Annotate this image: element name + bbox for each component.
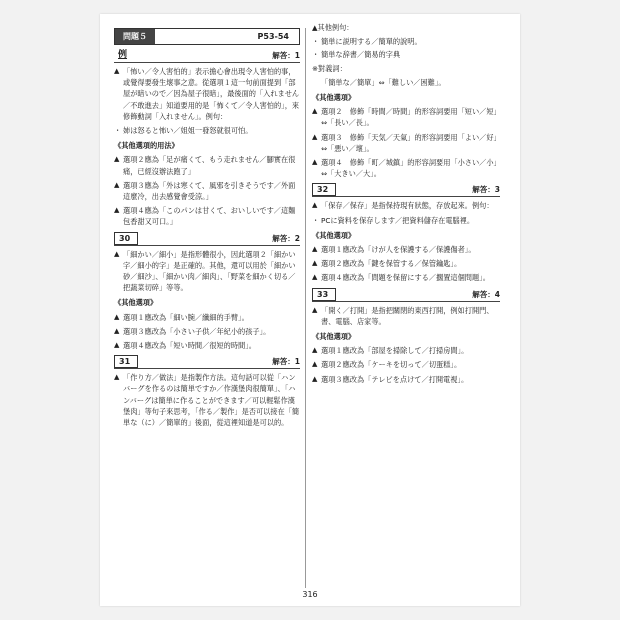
triangle-bullet-icon: ▲	[312, 259, 318, 268]
triangle-bullet-icon: ▲	[312, 245, 318, 254]
triangle-bullet-icon: ▲	[114, 341, 120, 350]
option-note: ▲ 選項１應改為「細い腕／纖細的手臂」。	[114, 312, 249, 322]
triangle-bullet-icon: ▲	[114, 373, 120, 382]
example-sentence: ・ PCに資料を保存します／把資料儲存在電腦裡。	[312, 215, 475, 225]
option-note: ▲ 選項４應改為「短い時間／很短的時間」。	[114, 341, 256, 351]
triangle-bullet-icon: ▲	[312, 158, 318, 167]
right-column	[312, 22, 500, 388]
triangle-bullet-icon: ▲	[312, 201, 318, 210]
subheading: 《其他選項》	[312, 230, 356, 240]
triangle-bullet-icon: ▲	[114, 249, 120, 258]
answer-row-32	[312, 183, 500, 197]
dot-bullet-icon: ・	[114, 126, 122, 136]
subheading: 《其他選項》	[114, 298, 158, 308]
answer-label: 解答：2	[272, 233, 300, 243]
question-number: 例	[118, 50, 128, 60]
triangle-bullet-icon: ▲	[312, 360, 318, 369]
option-note: ▲ 選項１應改為「けが人を保護する／保護傷者」。	[312, 245, 476, 255]
answer-row-33	[312, 288, 500, 302]
triangle-bullet-icon: ▲	[114, 312, 120, 321]
dot-bullet-icon: ・	[312, 50, 320, 60]
left-column	[114, 28, 300, 431]
book-page	[100, 14, 520, 606]
section-tag: 問題５	[115, 29, 155, 44]
example-sentence: ・ 姉は怒ると怖い／姐姐一發怒就很可怕。	[114, 126, 253, 136]
answer-label: 解答：1	[272, 50, 300, 60]
triangle-bullet-icon: ▲	[312, 132, 318, 141]
column-divider	[305, 28, 306, 588]
option-note: ▲ 選項４應為「このパンは甘くて、おいしいです／這麵包香甜又可口。」	[114, 206, 296, 227]
option-note: ▲ 選項４應改為「問題を保留にする／擱置這個問題」。	[312, 273, 490, 283]
paragraph: ▲ 「細かい／細小」是指形體很小，因此選項２「細かい字／細小的字」是正確的。其他，還可以用於「細かい砂／細沙」、「細かい肉／細肉」、「野菜を細かく切る／把蔬菜切碎」等等。	[114, 249, 296, 293]
page-range: P53-54	[257, 31, 289, 41]
answer-label: 解答：3	[472, 185, 500, 195]
example-sentence: ・ 簡単な辞書／簡易的字典	[312, 50, 401, 60]
example-sentence: ・ 簡単に説明する／簡單的說明。	[312, 37, 422, 47]
triangle-bullet-icon: ▲	[114, 67, 120, 75]
antonym-note: ※對義詞：	[312, 63, 347, 73]
antonym-text: 「簡単な／簡單」⇔「難しい／困難」。	[321, 77, 446, 87]
paragraph: ▲ 「開く／打開」是指把關閉的東西打開，例如打開門、書、電腦、店家等。	[312, 305, 494, 326]
subheading: 《其他選項》	[312, 93, 356, 103]
section-header	[114, 28, 300, 45]
question-number: 31	[114, 355, 138, 368]
option-note: ▲ 選項２應改為「鍵を保管する／保管鑰匙」。	[312, 259, 462, 269]
option-note: ▲ 選項４ 修飾「町／城鎮」的形容詞要用「小さい／小」⇔「大きい／大」。	[312, 158, 498, 179]
triangle-bullet-icon: ▲	[114, 180, 120, 189]
paragraph: ▲ 「保存／保存」是指保持現有狀態，存放起來。例句：	[312, 201, 494, 211]
answer-label: 解答：4	[472, 289, 500, 299]
triangle-bullet-icon: ▲	[312, 273, 318, 282]
paragraph: ▲ 「怖い／令人害怕的」表示擔心會出現令人害怕的事，或覺得要發生壞事之意。從選項１這一句前面提到「部屋が暗いので／因為屋子很暗」，最後面的「入れません／不敢進去」知道要用的是「怖くて／令人害怕的」，來修飾動詞「入れません」。例句：	[114, 67, 300, 121]
option-note: ▲ 選項３ 修飾「天気／天氣」的形容詞要用「よい／好」⇔「悪い／壞」。	[312, 132, 498, 153]
option-note: ▲ 選項３應為「外は寒くて、風邪を引きそうです／外面這麼冷，出去感覺會受涼。」	[114, 180, 296, 202]
answer-row-30	[114, 232, 300, 246]
option-note: ▲ 選項１應改為「部屋を掃除して／打掃房間」。	[312, 346, 469, 356]
triangle-bullet-icon: ▲	[114, 155, 120, 164]
triangle-bullet-icon: ▲	[114, 326, 120, 335]
triangle-bullet-icon: ▲	[114, 206, 120, 215]
dot-bullet-icon: ・	[312, 37, 320, 47]
subheading: 《其他選項》	[312, 332, 356, 342]
answer-label: 解答：1	[272, 357, 300, 367]
answer-row-example	[114, 49, 300, 63]
more-examples-heading: ▲其他例句：	[312, 23, 354, 32]
option-note: ▲ 選項２ 修飾「時間／時間」的形容詞要用「短い／短」⇔「長い／長」。	[312, 107, 498, 128]
page-number: 316	[302, 589, 318, 599]
question-number: 33	[312, 288, 336, 301]
triangle-bullet-icon: ▲	[312, 346, 318, 355]
triangle-bullet-icon: ▲	[312, 107, 318, 116]
option-note: ▲ 選項３應改為「テレビを点けて／打開電視」。	[312, 374, 469, 384]
triangle-bullet-icon: ▲	[312, 374, 318, 383]
question-number: 30	[114, 232, 138, 245]
paragraph: ▲ 「作り方／做法」是指製作方法。這句話可以從「ハンバーグを作るのは簡単ですか／作漢堡肉很簡單」、「ハンバーグは簡単に作ることができます／可以輕鬆作漢堡肉」等句子來思考，「作る／製作」是否可以接在「簡単な（に）／簡單的」後面，從這裡知道是可以的。	[114, 373, 300, 428]
triangle-bullet-icon: ▲	[312, 305, 318, 314]
option-note: ▲ 選項２應為「足が痛くて、もう走れません／腳實在很痛，已經沒辦法跑了」	[114, 155, 296, 176]
answer-row-31	[114, 355, 300, 369]
subheading: 《其他選項的用法》	[114, 141, 179, 151]
option-note: ▲ 選項３應改為「小さい子供／年紀小的孩子」。	[114, 326, 271, 336]
option-note: ▲ 選項２應改為「ケーキを切って／切蛋糕」。	[312, 360, 462, 370]
question-number: 32	[312, 183, 336, 196]
dot-bullet-icon: ・	[312, 215, 320, 225]
